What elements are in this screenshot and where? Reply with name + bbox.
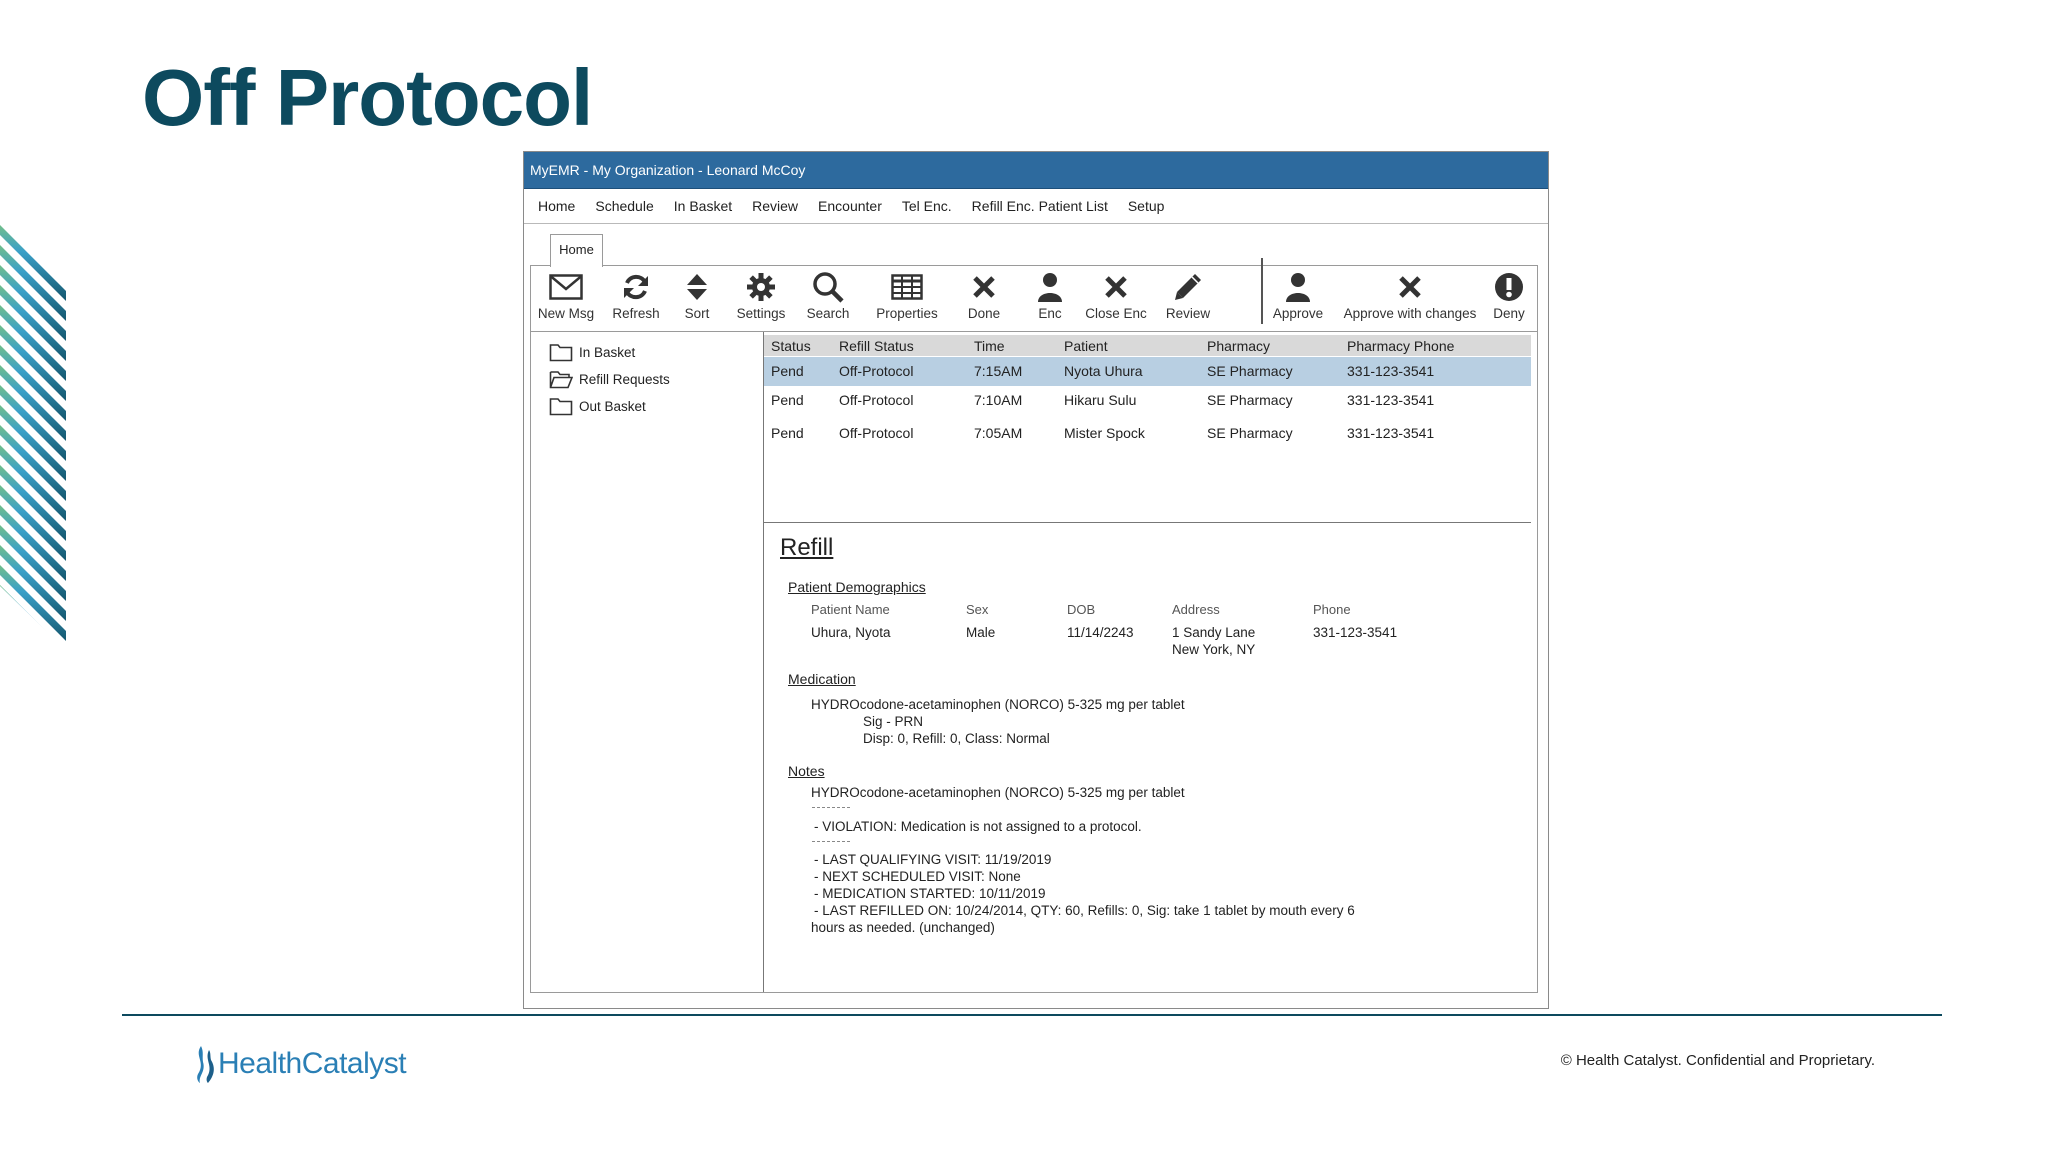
label-phone: Phone: [1313, 602, 1351, 617]
column-header-refill-status[interactable]: Refill Status: [839, 338, 914, 354]
notes-heading: Notes: [788, 763, 825, 779]
column-header-pharmacy-phone[interactable]: Pharmacy Phone: [1347, 338, 1455, 354]
cell-time: 7:10AM: [974, 392, 1023, 408]
menu-in-basket[interactable]: In Basket: [673, 198, 733, 214]
toolbar: [530, 265, 1538, 331]
folder-out-basket[interactable]: [549, 396, 646, 416]
enc-label: Enc: [1038, 306, 1062, 321]
cell-pharmacy: SE Pharmacy: [1207, 392, 1293, 408]
deny-label: Deny: [1493, 306, 1525, 321]
deny-button[interactable]: [1489, 270, 1529, 321]
notes-violation: - VIOLATION: Medication is not assigned to a protocol.: [814, 819, 1142, 834]
footer-divider: [122, 1014, 1942, 1016]
new-msg-button[interactable]: [537, 270, 595, 321]
medication-sig: Sig - PRN: [863, 714, 924, 729]
new-msg-label: New Msg: [537, 306, 595, 321]
folder-label: Out Basket: [579, 398, 646, 414]
cell-refill-status: Off-Protocol: [839, 425, 914, 441]
x-icon: [1104, 275, 1128, 299]
label-sex: Sex: [966, 602, 989, 617]
approve-label: Approve: [1272, 306, 1324, 321]
x-icon: [972, 275, 996, 299]
cell-refill-status: Off-Protocol: [839, 392, 914, 408]
patient-name-value: Uhura, Nyota: [811, 625, 891, 640]
cell-status: Pend: [771, 363, 804, 379]
cell-patient: Mister Spock: [1064, 425, 1145, 441]
search-button[interactable]: [803, 270, 853, 321]
close-enc-label: Close Enc: [1085, 306, 1147, 321]
search-label: Search: [806, 306, 850, 321]
folder-label: Refill Requests: [579, 371, 670, 387]
decorative-stripes: [0, 220, 66, 650]
column-header-patient[interactable]: Patient: [1064, 338, 1108, 354]
menu-schedule[interactable]: Schedule: [595, 198, 654, 214]
search-icon: [812, 271, 844, 303]
approve-with-changes-label: Approve with changes: [1343, 306, 1477, 321]
notes-medication-started: - MEDICATION STARTED: 10/11/2019: [814, 886, 1046, 901]
cell-patient: Nyota Uhura: [1064, 363, 1143, 379]
cell-refill-status: Off-Protocol: [839, 363, 914, 379]
open-folder-icon: [549, 369, 573, 389]
label-dob: DOB: [1067, 602, 1096, 617]
gear-icon: [746, 272, 776, 302]
window-title: MyEMR - My Organization - Leonard McCoy: [524, 152, 1548, 189]
table-row[interactable]: [764, 357, 1531, 386]
pencil-icon: [1173, 272, 1203, 302]
refresh-icon: [621, 272, 651, 302]
menu-tel-enc[interactable]: Tel Enc.: [901, 198, 952, 214]
cell-pharmacy-phone: 331-123-3541: [1347, 425, 1435, 441]
content-area: [530, 331, 1538, 993]
notes-medication: HYDROcodone-acetaminophen (NORCO) 5-325 mg per tablet: [811, 785, 1185, 800]
folder-refill-requests[interactable]: [549, 369, 670, 389]
enc-button[interactable]: [1032, 270, 1068, 321]
cell-status: Pend: [771, 392, 804, 408]
close-enc-button[interactable]: [1081, 270, 1151, 321]
done-button[interactable]: [961, 270, 1007, 321]
notes-next-scheduled-visit: - NEXT SCHEDULED VISIT: None: [814, 869, 1021, 884]
x-icon: [1398, 275, 1422, 299]
divider: [812, 841, 850, 842]
notes-last-refilled: - LAST REFILLED ON: 10/24/2014, QTY: 60, Refills: 0, Sig: take 1 tablet by mouth every 6: [814, 903, 1355, 918]
logo-text: HealthCatalyst: [218, 1047, 407, 1080]
dob-value: 11/14/2243: [1067, 625, 1134, 640]
menu-setup[interactable]: Setup: [1127, 198, 1165, 214]
done-label: Done: [967, 306, 1001, 321]
cell-pharmacy: SE Pharmacy: [1207, 363, 1293, 379]
divider: [812, 807, 850, 808]
slide-title: Off Protocol: [142, 53, 593, 142]
folder-icon: [549, 342, 573, 362]
detail-title: Refill: [780, 534, 834, 561]
notes-last-refilled-continued: hours as needed. (unchanged): [811, 920, 995, 935]
label-patient-name: Patient Name: [811, 602, 890, 617]
emr-window: [523, 151, 1549, 1009]
envelope-icon: [549, 274, 583, 300]
cell-pharmacy-phone: 331-123-3541: [1347, 392, 1435, 408]
folder-icon: [549, 396, 573, 416]
sort-label: Sort: [684, 306, 710, 321]
refresh-button[interactable]: [611, 270, 661, 321]
demographics-heading: Patient Demographics: [788, 579, 926, 595]
notes-last-qualifying-visit: - LAST QUALIFYING VISIT: 11/19/2019: [814, 852, 1052, 867]
medication-disp: Disp: 0, Refill: 0, Class: Normal: [863, 731, 1050, 746]
properties-button[interactable]: [869, 270, 945, 321]
health-catalyst-logo: [192, 1044, 406, 1084]
cell-pharmacy-phone: 331-123-3541: [1347, 363, 1435, 379]
person-icon: [1037, 272, 1063, 302]
tab-home[interactable]: Home: [550, 234, 603, 267]
copyright-notice: © Health Catalyst. Confidential and Proprietary.: [1560, 1052, 1875, 1069]
properties-label: Properties: [876, 306, 938, 321]
cell-pharmacy: SE Pharmacy: [1207, 425, 1293, 441]
column-header-pharmacy[interactable]: Pharmacy: [1207, 338, 1271, 354]
cell-status: Pend: [771, 425, 804, 441]
menu-bar: [524, 189, 1548, 224]
medication-name: HYDROcodone-acetaminophen (NORCO) 5-325 mg per tablet: [811, 697, 1185, 712]
menu-encounter[interactable]: Encounter: [818, 198, 882, 214]
address-line-1: 1 Sandy Lane: [1172, 625, 1256, 640]
exclamation-icon: [1494, 272, 1524, 302]
refill-detail-panel: [764, 522, 1531, 992]
folder-in-basket[interactable]: [549, 342, 635, 362]
review-label: Review: [1165, 306, 1211, 321]
toolbar-separator: [1261, 258, 1263, 324]
label-address: Address: [1172, 602, 1220, 617]
sort-button[interactable]: [677, 270, 717, 321]
phone-value: 331-123-3541: [1313, 625, 1398, 640]
menu-refill-enc-patient-list[interactable]: Refill Enc. Patient List: [971, 198, 1108, 214]
flame-logo-icon: [192, 1044, 218, 1084]
medication-heading: Medication: [788, 671, 856, 687]
table-row[interactable]: [764, 389, 1531, 413]
cell-patient: Hikaru Sulu: [1064, 392, 1137, 408]
table-icon: [891, 274, 923, 300]
settings-button[interactable]: [731, 270, 791, 321]
refresh-label: Refresh: [612, 306, 660, 321]
menu-review[interactable]: Review: [752, 198, 799, 214]
approve-with-changes-button[interactable]: [1335, 270, 1485, 321]
menu-home[interactable]: Home: [538, 198, 576, 214]
refill-table: [764, 335, 1531, 523]
folder-pane: [531, 332, 764, 992]
table-row[interactable]: [764, 422, 1531, 446]
column-header-time[interactable]: Time: [974, 338, 1005, 354]
table-header: [764, 335, 1531, 356]
review-button[interactable]: [1163, 270, 1213, 321]
cell-time: 7:15AM: [974, 363, 1023, 379]
cell-time: 7:05AM: [974, 425, 1023, 441]
sort-icon: [686, 272, 708, 302]
approve-button[interactable]: [1267, 270, 1329, 321]
settings-label: Settings: [736, 306, 786, 321]
sex-value: Male: [966, 625, 996, 640]
folder-label: In Basket: [579, 344, 636, 360]
address-line-2: New York, NY: [1172, 642, 1256, 657]
column-header-status[interactable]: Status: [771, 338, 811, 354]
person-icon: [1285, 272, 1311, 302]
